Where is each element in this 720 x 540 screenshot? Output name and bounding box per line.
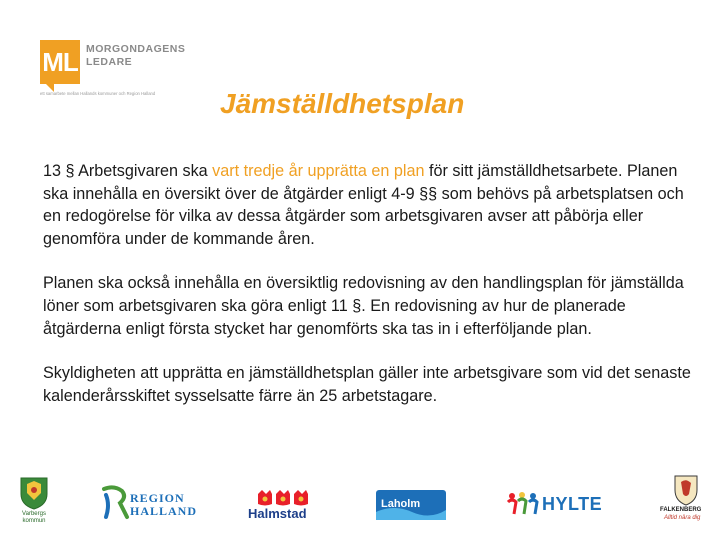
region-halland-line1: REGION [130, 491, 185, 505]
ml-logo-name [86, 43, 185, 69]
halmstad-logo [248, 488, 318, 524]
region-halland-logo [100, 485, 220, 525]
paragraph-1-highlight: vart tredje år upprätta en plan [212, 162, 425, 180]
halmstad-label: Halmstad [248, 506, 307, 521]
slide-body [43, 160, 693, 429]
region-halland-line2: HALLAND [130, 504, 198, 518]
varberg-label: Varbergs kommun [22, 511, 46, 524]
paragraph-2: Planen ska också innehålla en översiktlig redovisning av den handlingsplan för jämställda löner som arbetsgivaren ska göra enligt 11 §. En redovisning av hur de planerade åtgärderna enligt första stycket har genomförts ska tas in i efterföljande plan. [43, 274, 684, 338]
falkenberg-label: FALKENBERG [660, 507, 702, 513]
hylte-logo [506, 490, 602, 520]
ml-logo-mark: ML [40, 40, 80, 84]
ml-logo-tagline: ett samarbete mellan Hallands kommuner och Region Halland [40, 91, 156, 96]
falkenberg-tagline: Alltid nära dig [664, 515, 701, 521]
falkenberg-logo [660, 474, 712, 530]
morgondagens-ledare-logo [40, 40, 186, 98]
paragraph-1 [43, 160, 693, 250]
paragraph-3: Skyldigheten att upprätta en jämställdhetsplan gäller inte arbetsgivare som vid det senaste kalenderårsskiftet sysselsatte färre än 25 arbetstagare. [43, 364, 691, 405]
falkenberg-shield-icon [673, 474, 699, 506]
ml-logo-name-line1: MORGONDAGENS [86, 43, 186, 55]
paragraph-1-prefix: 13 § Arbetsgivaren ska [43, 162, 213, 180]
laholm-label: Laholm [381, 498, 421, 510]
region-halland-r-icon [100, 485, 130, 521]
ml-logo-name-line2: LEDARE [86, 56, 133, 68]
varberg-shield-icon [18, 476, 50, 510]
halmstad-crowns-icon [256, 488, 310, 506]
paragraph-1-suffix: för sitt jämställdhetsarbete. Planen ska innehålla en översikt över de åtgärder enligt 4-9 §§ som behövs på arbetsplatsen och en redogörelse för vilka av dessa åtgärder som arbetsgivaren avser att påbörja eller genomföra under de kommande åren. [43, 162, 684, 248]
hylte-figures-icon [506, 490, 540, 518]
slide-title: Jämställdhetsplan [220, 88, 465, 119]
hylte-label: HYLTE [542, 494, 603, 514]
laholm-logo [376, 490, 446, 520]
varberg-logo [14, 476, 54, 526]
